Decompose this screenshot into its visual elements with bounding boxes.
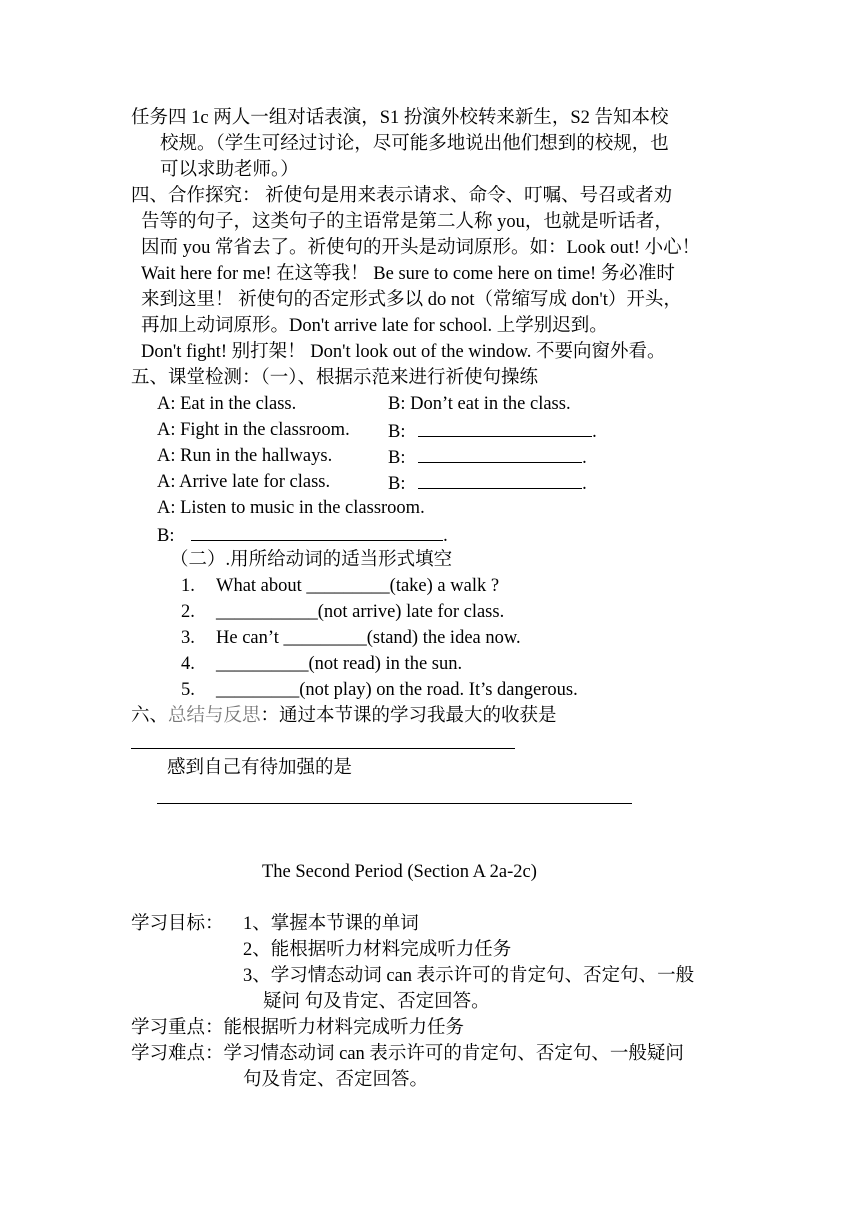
section4-line5: 来到这里！ 祈使句的否定形式多以 do not（常缩写成 don't）开头， [141, 290, 682, 310]
section6-line1 [131, 704, 557, 728]
section4-line2: 告等的句子，这类句子的主语常是第二人称 you，也就是听话者， [141, 212, 673, 232]
section4-line4: Wait here for me! 在这等我！ Be sure to come here on time! 务必准时 [141, 264, 675, 284]
goal-3-line2: 疑问 句及肯定、否定回答。 [263, 992, 490, 1012]
example-a5: A: Listen to music in the classroom. [157, 498, 425, 518]
focus-line: 学习重点：能根据听力材料完成听力任务 [131, 1018, 465, 1038]
answer-b5 [157, 522, 448, 548]
answer-blank-3[interactable] [418, 444, 582, 463]
item-text[interactable]: __________(not read) in the sun. [216, 654, 463, 674]
period: . [592, 422, 597, 442]
item-number: 3. [181, 628, 195, 648]
answer-b4 [388, 470, 587, 496]
fill-item-4 [181, 652, 462, 676]
item-text[interactable]: What about _________(take) a walk ? [216, 576, 500, 596]
item-number: 5. [181, 680, 195, 700]
fill-item-2 [181, 600, 504, 624]
period: . [443, 526, 448, 546]
item-number: 1. [181, 576, 195, 596]
b-label: B: [157, 526, 175, 546]
answer-b3 [388, 444, 587, 470]
task4-line3: 可以求助老师。） [160, 160, 299, 180]
fill-item-5 [181, 678, 578, 702]
example-a2: A: Fight in the classroom. [157, 420, 350, 440]
example-a3: A: Run in the hallways. [157, 446, 333, 466]
item-text[interactable]: He can’t _________(stand) the idea now. [216, 628, 521, 648]
item-text[interactable]: ___________(not arrive) late for class. [216, 602, 505, 622]
section6-gray-title: 总结与反思 [168, 706, 261, 726]
section6-line2: 感到自己有待加强的是 [167, 758, 353, 778]
goals-label: 学习目标： [131, 914, 224, 934]
b-label: B: [388, 448, 406, 468]
example-b1: B: Don’t eat in the class. [388, 394, 571, 414]
section5-heading: 五、课堂检测：（一）、根据示范来进行祈使句操练 [131, 368, 539, 388]
answer-blank-5[interactable] [191, 522, 443, 541]
difficulty-line1: 学习难点：学习情态动词 can 表示许可的肯定句、否定句、一般疑问 [131, 1044, 684, 1064]
part2-heading: （二）.用所给动词的适当形式填空 [170, 550, 453, 570]
fill-item-3 [181, 626, 521, 650]
answer-blank-4[interactable] [418, 470, 582, 489]
item-text[interactable]: _________(not play) on the road. It’s dangerous. [216, 680, 578, 700]
reflection-answer-line-1[interactable] [131, 748, 515, 749]
section4-line1: 四、合作探究： 祈使句是用来表示请求、命令、叮嘱、号召或者劝 [131, 186, 673, 206]
reflection-answer-line-2[interactable] [157, 803, 632, 804]
section6-prefix: 六、 [131, 706, 169, 726]
goal-1: 1、掌握本节课的单词 [243, 914, 419, 934]
section4-line6: 再加上动词原形。Don't arrive late for school. 上学别迟到。 [141, 316, 608, 336]
goal-2: 2、能根据听力材料完成听力任务 [243, 940, 512, 960]
answer-b2 [388, 418, 597, 444]
answer-blank-2[interactable] [418, 418, 592, 437]
section6-rest: ：通过本节课的学习我最大的收获是 [260, 706, 557, 726]
task4-line2: 校规。（学生可经过讨论，尽可能多地说出他们想到的校规，也 [160, 134, 669, 154]
example-a4: A: Arrive late for class. [157, 472, 331, 492]
fill-item-1 [181, 574, 499, 598]
b-label: B: [388, 422, 406, 442]
section4-line3: 因而 you 常省去了。祈使句的开头是动词原形。如：Look out! 小心！ [141, 238, 701, 258]
difficulty-line2: 句及肯定、否定回答。 [243, 1070, 429, 1090]
period: . [582, 448, 587, 468]
task4-line1: 任务四 1c 两人一组对话表演，S1 扮演外校转来新生，S2 告知本校 [131, 108, 669, 128]
b-label: B: [388, 474, 406, 494]
goal-3-line1: 3、学习情态动词 can 表示许可的肯定句、否定句、一般 [243, 966, 695, 986]
period2-title: The Second Period (Section A 2a-2c) [262, 862, 537, 882]
item-number: 2. [181, 602, 195, 622]
item-number: 4. [181, 654, 195, 674]
section4-line7: Don't fight! 别打架！ Don't look out of the window. 不要向窗外看。 [141, 342, 666, 362]
period: . [582, 474, 587, 494]
example-a1: A: Eat in the class. [157, 394, 297, 414]
